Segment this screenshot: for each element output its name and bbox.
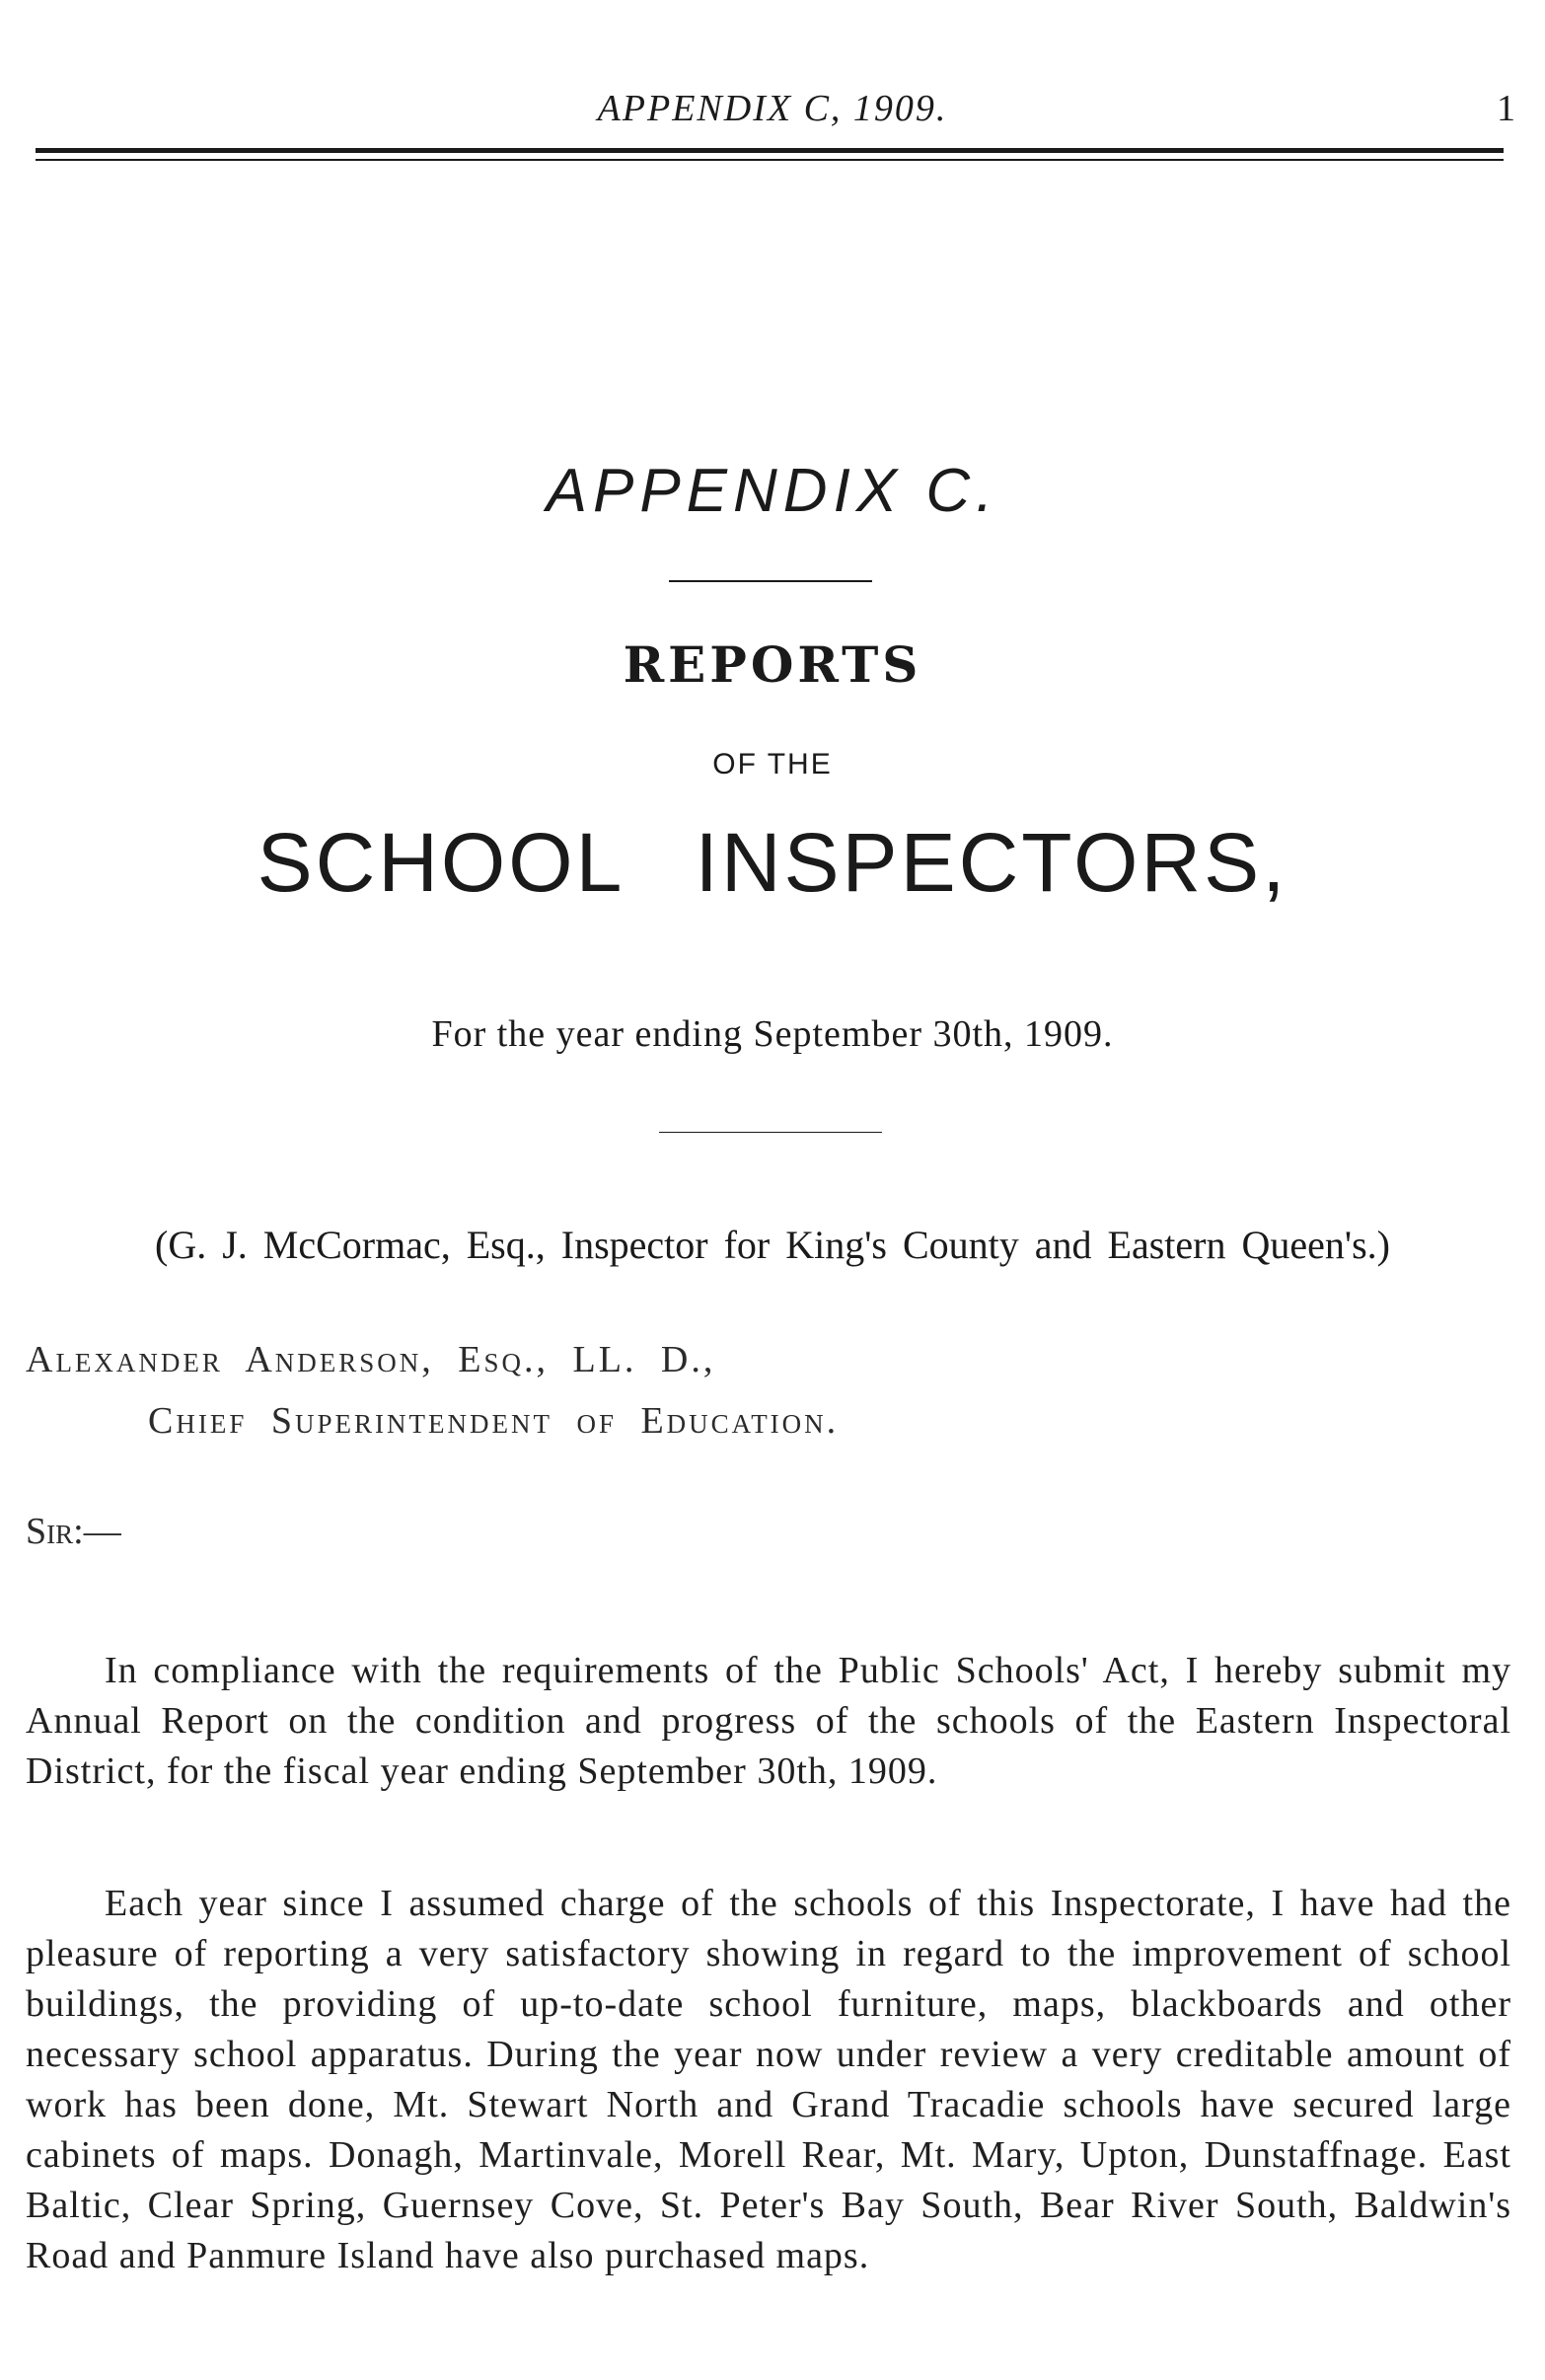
section-divider	[659, 1132, 882, 1133]
page-number: 1	[1497, 88, 1515, 129]
paragraph: In compliance with the requirements of the Public Schools' Act, I hereby submit my Annual Report on the condition and progress of the schools of the Eastern Inspectoral District, for the fiscal year ending September 30th, 1909.	[26, 1650, 1511, 1792]
salutation: Sir:—	[26, 1511, 121, 1552]
header-rule-thin	[36, 159, 1504, 161]
school-inspectors-heading: SCHOOL INSPECTORS,	[257, 816, 1288, 909]
addressee-name: Alexander Anderson, Esq., LL. D.,	[26, 1339, 716, 1380]
inspector-line: (G. J. McCormac, Esq., Inspector for King's County and Eastern Queen's.)	[155, 1223, 1390, 1267]
header-rule-thick	[36, 148, 1504, 153]
running-head: APPENDIX C, 1909.	[597, 88, 948, 129]
addressee-title: Chief Superintendent of Education.	[148, 1400, 840, 1442]
paragraph: Each year since I assumed charge of the schools of this Inspectorate, I have had the pleasure of reporting a very satisfactory showing in regard to the improvement of school buildings, the providing of up-to-date school furniture, maps, blackboards and other necessary school apparatus. During the year now under review a very creditable amount of work has been done, Mt. Stewart North and Grand Tracadie schools have secured large cabinets of maps. Donagh, Martinvale, Morell Rear, Mt. Mary, Upton, Dunstaffnage. East Baltic, Clear Spring, Guernsey Cove, St. Peter's Bay South, Bear River South, Baldwin's Road and Panmure Island have also purchased maps.	[26, 1883, 1511, 2276]
year-line: For the year ending September 30th, 1909.	[431, 1013, 1114, 1055]
title-divider	[669, 580, 872, 582]
appendix-title: APPENDIX C.	[546, 457, 999, 525]
reports-heading: REPORTS	[623, 635, 922, 694]
of-the-heading: OF THE	[712, 748, 833, 781]
